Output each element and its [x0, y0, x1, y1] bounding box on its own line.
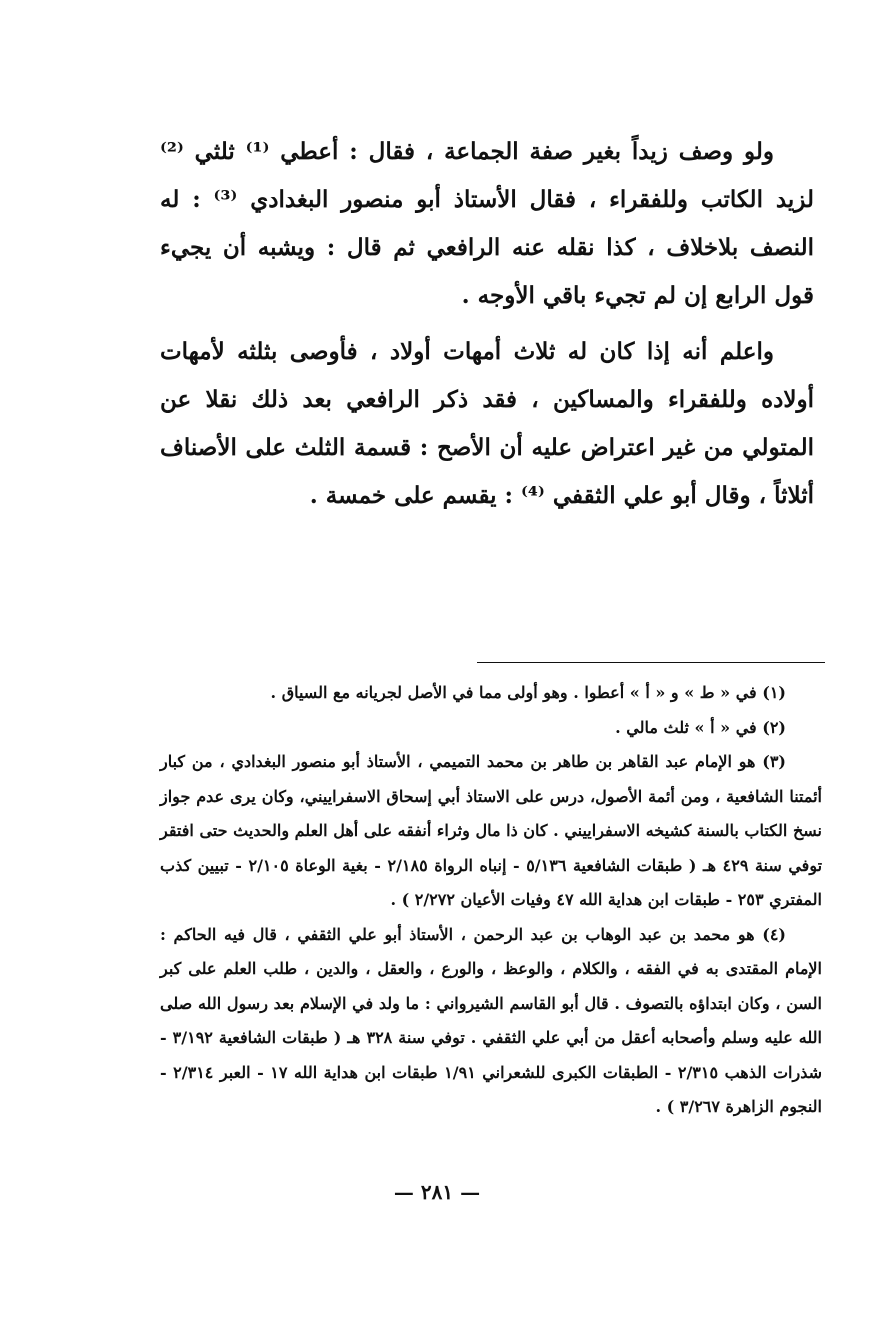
- paragraph-2: واعلم أنه إذا كان له ثلاث أمهات أولاد ، فأوصى بثلثه لأمهات أولاده وللفقراء والمساكين ، فقد ذكر الرافعي بعد ذلك نقلا عن المتولي من غير اعتراض عليه أن الأصح : قسمة الثلث على الأصناف أثلاثاً ، وقال أبو علي الثقفي ⁽⁴⁾ : يقسم على خمسة .: [160, 338, 814, 509]
- footnotes: [160, 676, 822, 1125]
- main-text: [160, 128, 814, 528]
- footnote-3: (٣) هو الإمام عبد القاهر بن طاهر بن محمد التميمي ، الأستاذ أبو منصور البغدادي ، من كبار أئمتنا الشافعية ، ومن أئمة الأصول، درس على الاستاذ أبي إسحاق الاسفراييني، وكان يرى عدم جواز نسخ الكتاب بالسنة كشيخه الاسفراييني . كان ذا مال وثراء أنفقه على أهل العلم والحديث حتى افتقر توفي سنة ٤٢٩ هـ ( طبقات الشافعية ٥/١٣٦ - إنباه الرواة ٢/١٨٥ - بغية الوعاة ٢/١٠٥ - تبيين كذب المفتري ٢٥٣ - طبقات ابن هداية الله ٤٧ وفيات الأعيان ٢/٢٧٢ ) .: [160, 752, 823, 909]
- paragraph-1: ولو وصف زيداً بغير صفة الجماعة ، فقال : أعطي ⁽¹⁾ ثلثي ⁽²⁾ لزيد الكاتب وللفقراء ، فقال الأستاذ أبو منصور البغدادي ⁽³⁾ : له النصف بلاخلاف ، كذا نقله عنه الرافعي ثم قال : ويشبه أن يجيء قول الرابع إن لم تجيء باقي الأوجه .: [160, 138, 814, 309]
- footnote-separator: [477, 662, 825, 663]
- footnote-2: (٢) في « أ » ثلث مالي .: [615, 717, 786, 737]
- footnote-1: (١) في « ط » و « أ » أعطوا . وهو أولى مما في الأصل لجريانه مع السياق .: [270, 683, 786, 702]
- footnote-4: (٤) هو محمد بن عبد الوهاب بن عبد الرحمن ، الأستاذ أبو علي الثقفي ، قال فيه الحاكم : الإمام المقتدى به في الفقه ، والكلام ، والوعظ ، والورع ، والعقل ، والدين ، طلب العلم على كبر السن ، وكان ابتداؤه بالتصوف . قال أبو القاسم الشيرواني : ما ولد في الإسلام بعد رسول الله صلى الله عليه وسلم وأصحابه أعقل من أبي علي الثقفي . توفي سنة ٣٢٨ هـ ( طبقات الشافعية ٣/١٩٢ - شذرات الذهب ٢/٣١٥ - الطبقات الكبرى للشعراني ١/٩١ طبقات ابن هداية الله ١٧ - العبر ٢/٣١٤ - النجوم الزاهرة ٣/٢٦٧ ) .: [160, 924, 823, 1116]
- page-number: — ٢٨١ —: [393, 1180, 481, 1204]
